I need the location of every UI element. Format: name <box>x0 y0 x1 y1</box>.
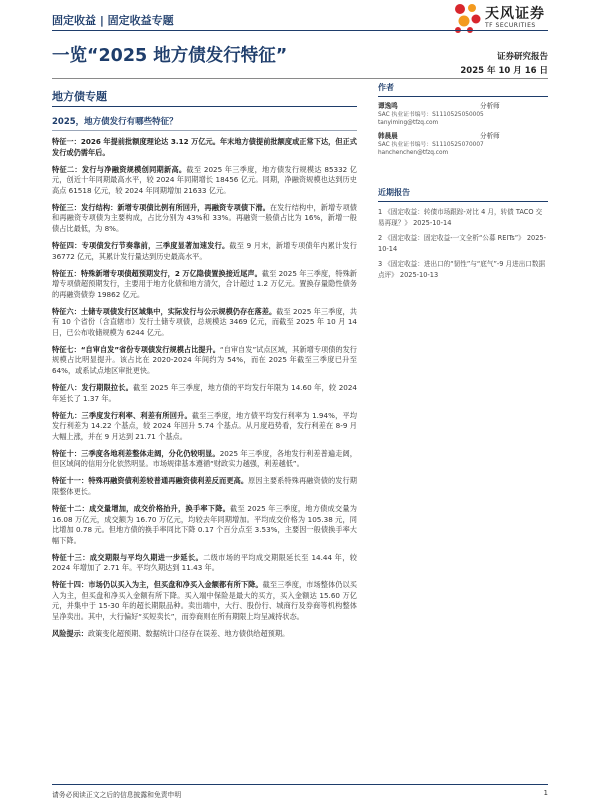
main-content <box>52 82 357 646</box>
feature-body: 2025 年三季度，各地发行利差普遍走阔，但区域间的信用分化依然明显。市场规律基本遵循“财政实力越强，利差越低”。 <box>52 448 357 469</box>
feature-body: 政策变化超预期、数据统计口径存在误差、地方债供给超预期。 <box>87 629 290 639</box>
author-name: 韩晨晨 <box>378 132 398 140</box>
logo-en-text: TF SECURITIES <box>485 22 536 29</box>
report-type: 证券研究报告 <box>496 52 548 62</box>
feature-paragraph <box>52 307 357 339</box>
author-role: 分析师 <box>480 102 500 110</box>
author-email[interactable]: tanyiming@tfzq.com <box>378 120 439 126</box>
feature-label: 特征十一： <box>52 476 89 486</box>
author-cert: SAC 执业证书编号：S1110525050005 <box>378 112 484 118</box>
page-number: 1 <box>543 789 548 797</box>
footer-disclaimer: 请务必阅读正文之后的信息披露和免责申明 <box>52 791 182 799</box>
title-divider <box>52 78 548 79</box>
feature-paragraph <box>52 476 357 497</box>
recent-title: 近期报告 <box>378 188 410 197</box>
feature-label: 特征六： <box>52 306 81 316</box>
feature-body: 二级市场的平均成交期限延长至 14.44 年，较 2024 年增加了 2.71 年。平均久期达到 11.43 年。 <box>52 552 357 573</box>
section-divider <box>52 106 357 107</box>
feature-body: 截至 2025 年三季度，地方债的平均发行年限为 14.60 年，较 2024 年延长了 1.37 年。 <box>52 383 357 403</box>
feature-body: 截至 2025 年三季度，特殊新增专项债超预期发行，主要用于地方化债和地方清欠，合计超过 1.2 万亿元。置换存量隐性债务的再融资债券 19862 亿元。 <box>52 268 357 299</box>
feature-body: 截至三季度，地方债平均发行利率为 1.94%，平均发行利差为 14.22 个基点，较 2024 年回升 5.74 个基点。从月度趋势看，发行利差在 8-9 月大幅上涨，并在 9 月达到 21.71 个基点。 <box>52 410 357 441</box>
report-date: 2025 年 10 月 16 日 <box>460 66 548 76</box>
feature-paragraph <box>52 553 357 574</box>
header-category: 固定收益 | 固定收益专题 <box>52 14 174 27</box>
feature-paragraph <box>52 580 357 622</box>
feature-heading: 发行与净融资规模创同期新高。 <box>81 164 187 174</box>
question-divider <box>52 130 357 131</box>
feature-label: 特征八： <box>52 383 82 393</box>
feature-heading: 特殊再融资债利差较普通再融资债利差反而更高。 <box>88 476 249 486</box>
feature-paragraph <box>52 203 357 235</box>
author-card <box>378 132 548 157</box>
feature-heading: 成交量增加，成交价格抬升，换手率下降。 <box>89 503 231 513</box>
feature-heading: 市场仍以买入为主，但买盘和净买入金额都有所下降。 <box>88 580 263 590</box>
authors-divider <box>378 96 548 97</box>
feature-body: 截至 2025 年三季度，共有 10 个省份（含直辖市）发行土储专项债，总规模达 3469 亿元，而截至 2025 年 10 月 14 日，已公布收储规模为 6244 亿元。 <box>52 306 357 337</box>
logo-cn-text: 天风证券 <box>485 6 545 22</box>
feature-heading: 发行结构：新增专项债比例有所回升，再融资专项债下滑。 <box>81 202 270 212</box>
feature-heading: 三季度各地利差整体走阔，分化仍较明显。 <box>81 448 220 458</box>
feature-label: 特征十： <box>52 448 82 458</box>
feature-paragraph <box>52 165 357 197</box>
recent-divider <box>378 201 548 202</box>
feature-heading: 专项债发行节奏靠前，三季度显著加速发行。 <box>81 240 230 250</box>
feature-label: 特征七： <box>52 344 81 354</box>
feature-label: 特征十三： <box>52 552 90 562</box>
author-email[interactable]: hanchenchen@tfzq.com <box>378 150 449 156</box>
feature-paragraph <box>52 345 357 377</box>
feature-label: 特征一： <box>52 137 81 146</box>
recent-report-link[interactable]: 2 《固定收益：固定收益-一文全析“公募 REITs”》 2025-10-14 <box>378 234 547 253</box>
feature-heading: 土储专项债发行区域集中，实际发行与公示规模仍存在落差。 <box>80 306 277 316</box>
feature-paragraph <box>52 269 357 301</box>
points-list <box>52 137 357 640</box>
feature-label: 特征十二： <box>52 503 90 513</box>
feature-body: 截至 2025 年三季度，地方债发行规模达 85332 亿元，创近十年同期最高水平，较 2024 年同期增长 18456 亿元。同期，净融资规模也达到历史高点 61518 亿元，较 2024 年同期增加 21633 亿元。 <box>52 164 357 195</box>
feature-label: 特征四： <box>52 240 82 250</box>
feature-body: 截至 9 月末，新增专项债年内累计发行 36772 亿元，其累计发行量达到历史最高水平。 <box>52 240 357 261</box>
page-title: 一览“2025 地方债发行特征” <box>52 46 288 66</box>
feature-paragraph <box>52 504 357 546</box>
feature-body: 在发行结构中，新增专项债和再融资专项债为主要构成，占比分别为 43%和 33%。再融资一般债占比为 16%，新增一般债占比最低，为 8%。 <box>52 202 357 233</box>
sidebar <box>378 82 548 285</box>
feature-label: 特征二： <box>52 164 82 174</box>
question-heading: 2025，地方债发行有哪些特征？ <box>52 117 178 127</box>
feature-paragraph <box>52 449 357 470</box>
feature-paragraph <box>52 411 357 443</box>
feature-heading: 发行期限拉长。 <box>81 383 133 393</box>
feature-body: 原因主要系特殊再融资债的发行期限整体更长。 <box>52 476 357 496</box>
feature-body: 截至 2025 年三季度，地方债成交量为 16.08 万亿元，成交额为 16.70 万亿元，均较去年同期增加。平均成交价格为 105.38 元，同比增加 0.78 元。但地方债的换手率同比下降 0.17 个百分点至 3.53%，主要因一般债换手率大幅下降。 <box>52 503 357 545</box>
feature-heading: 2026 年提前批额度理论达 3.12 万亿元。年末地方债提前批额度或正常下达，但正式发行或仍需年后。 <box>52 137 357 157</box>
feature-body: 截至三季度，市场整体仍以买入为主，但买盘和净买入金额有所下降。买入端中保险是最大的买方，买入金额达 15.60 万亿元，并集中于 15-30 年的超长期限品种。卖出端中，大行、股份行、城商行及券商等机构整体呈净卖出。其中，大行偏好“买短卖长”，而券商则在所有期限上均呈减持状态。 <box>52 580 357 622</box>
feature-label: 风险提示： <box>52 629 88 639</box>
author-card <box>378 102 548 127</box>
top-divider <box>52 30 548 31</box>
feature-heading: 特殊新增专项债超预期发行，2 万亿隐债置换接近尾声。 <box>80 268 262 278</box>
recent-report-link[interactable]: 3 《固定收益：进出口的“韧性”与“底气”-9 月进出口数据点评》 2025-10-13 <box>378 260 546 279</box>
footer-divider <box>52 784 548 785</box>
authors-title: 作者 <box>378 83 394 92</box>
author-role: 分析师 <box>480 132 500 140</box>
author-cert: SAC 执业证书编号：S1110525070007 <box>378 142 484 148</box>
feature-body: “自审自发”试点区域，其新增专项债的发行规模占比明显提升。该占比在 2020-2024 年间约为 54%，而在 2025 年截至三季度已升至 64%，或系试点地区审批更快。 <box>52 344 357 376</box>
feature-label: 特征九： <box>52 410 82 420</box>
feature-heading: “自审自发”省份专项债发行规模占比提升。 <box>80 344 220 354</box>
feature-label: 特征三： <box>52 202 82 212</box>
feature-label: 特征五： <box>52 268 81 278</box>
recent-report-link[interactable]: 1 《固定收益：转债市场跟踪-对比 4 月，转债 TACO 交易再现？》 2025-10-14 <box>378 208 543 227</box>
feature-paragraph <box>52 383 357 404</box>
recent-reports <box>378 187 548 280</box>
section-title: 地方债专题 <box>52 90 107 103</box>
feature-paragraph <box>52 241 357 262</box>
feature-paragraph <box>52 137 357 158</box>
author-name: 谭逸鸣 <box>378 102 398 110</box>
feature-heading: 三季度发行利率、利差有所回升。 <box>81 410 192 420</box>
feature-heading: 成交期限与平均久期进一步延长。 <box>89 552 204 562</box>
feature-paragraph <box>52 629 357 640</box>
feature-label: 特征十四： <box>52 580 89 590</box>
